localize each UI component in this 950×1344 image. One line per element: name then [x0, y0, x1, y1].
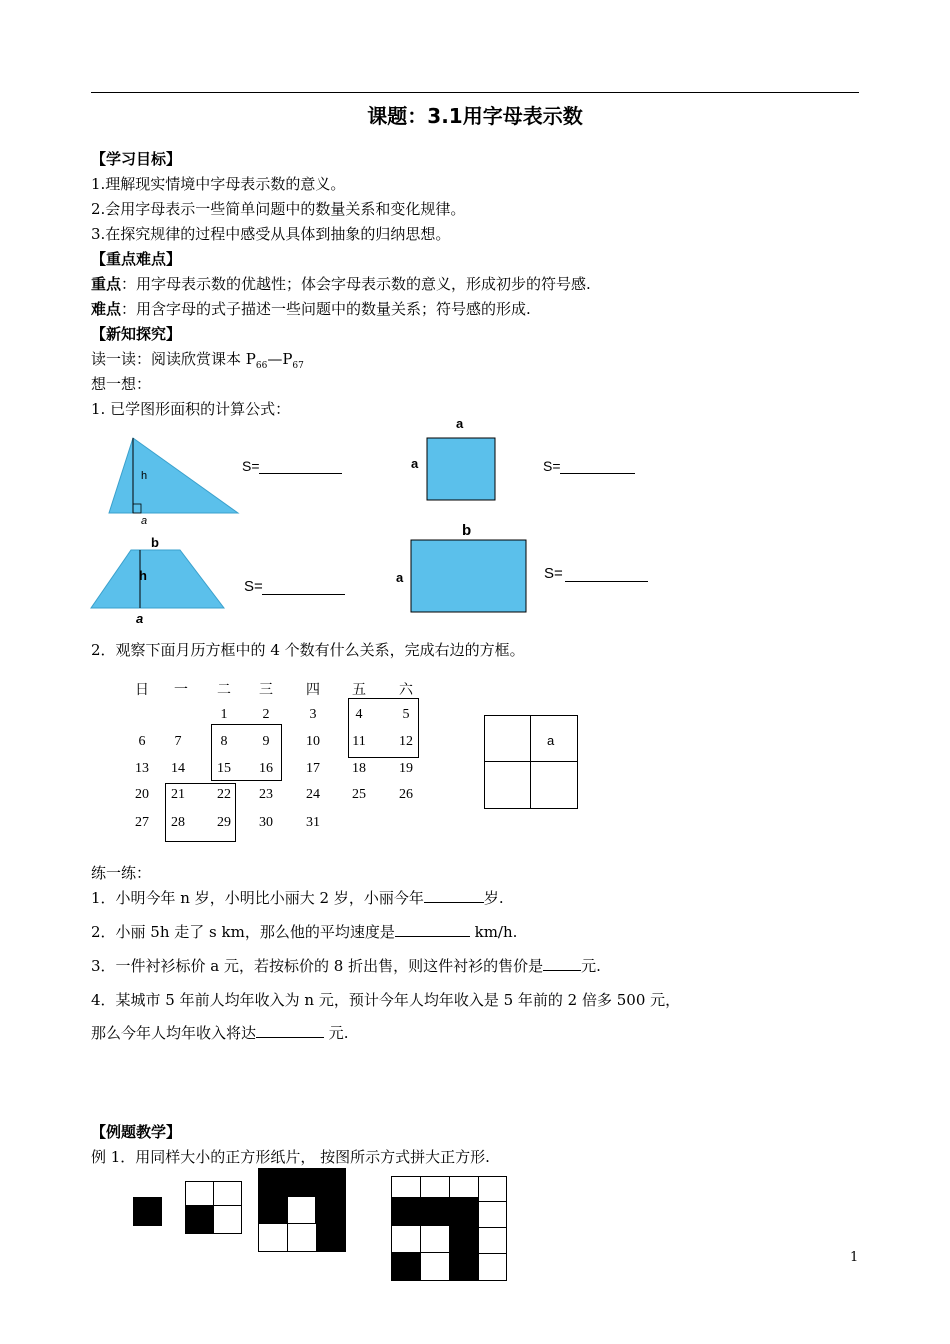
calendar-header: 五	[352, 683, 366, 698]
calendar-day: 23	[259, 787, 273, 802]
key-point	[91, 274, 591, 294]
s-label: S=	[544, 565, 563, 582]
black-square	[185, 1205, 214, 1234]
goal-item: 3.在探究规律的过程中感受从具体到抽象的归纳思想。	[91, 225, 451, 243]
calendar-day: 15	[217, 761, 231, 776]
white-square	[185, 1181, 214, 1206]
calendar-day: 3	[309, 707, 317, 722]
calendar-day: 10	[306, 734, 320, 749]
white-square	[391, 1176, 421, 1198]
calendar-day: 9	[262, 734, 270, 749]
white-square	[478, 1227, 507, 1254]
calendar-day: 6	[138, 734, 146, 749]
practice-text: 1．小明今年 n 岁，小明比小丽大 2 岁，小丽今年	[91, 889, 424, 907]
goal-item: 2.会用字母表示一些简单问题中的数量关系和变化规律。	[91, 200, 466, 218]
answer-blank[interactable]	[543, 956, 581, 971]
triangle-a-label: a	[141, 515, 148, 527]
calendar-day: 21	[171, 787, 185, 802]
think-line: 想一想：	[91, 375, 152, 393]
triangle-shape	[109, 438, 238, 513]
square-top-label: a	[456, 416, 464, 431]
calendar-day: 18	[352, 761, 366, 776]
s-label: S=	[543, 458, 561, 474]
key-text: ：用字母表示数的优越性；体会字母表示数的意义，形成初步的符号感.	[121, 275, 591, 293]
practice-item	[91, 1023, 349, 1043]
goals-heading: 【学习目标】	[91, 150, 182, 168]
rectangle-shape	[411, 540, 526, 612]
page-title: 课题：3.1用字母表示数	[367, 104, 583, 128]
trapezoid-shape	[91, 550, 224, 608]
white-square	[420, 1252, 450, 1281]
calendar-header: 二	[217, 683, 231, 698]
calendar-day: 31	[306, 815, 320, 830]
trapezoid-h-label: h	[139, 568, 147, 583]
calendar-day: 19	[399, 761, 413, 776]
practice-text: 3．一件衬衫标价 a 元，若按标价的 8 折出售，则这件衬衫的售价是	[91, 957, 544, 975]
black-square	[133, 1197, 162, 1226]
s-label: S=	[242, 458, 260, 474]
calendar-day: 28	[171, 815, 185, 830]
read-prefix: 读一读：阅读欣赏课本 P	[91, 350, 256, 368]
difficulty-point	[91, 299, 531, 319]
practice-text: km/h.	[469, 923, 518, 941]
calendar-day: 2	[262, 707, 270, 722]
page-sub: 66	[255, 361, 268, 371]
calendar-day: 26	[399, 787, 413, 802]
calendar-header: 四	[306, 683, 320, 698]
explore-heading: 【新知探究】	[91, 325, 182, 343]
calendar-day: 14	[171, 761, 185, 776]
white-square	[213, 1205, 242, 1234]
key-heading: 【重点难点】	[91, 250, 182, 268]
grid-divider	[484, 761, 577, 762]
example-1: 例 1．用同样大小的正方形纸片， 按图所示方式拼大正方形.	[91, 1148, 490, 1166]
area-figures	[85, 415, 685, 630]
answer-grid	[484, 715, 578, 809]
trapezoid-a-label: a	[136, 611, 144, 626]
difficulty-label: 难点	[91, 300, 122, 318]
calendar-day: 27	[135, 815, 149, 830]
calendar-highlight-box	[348, 698, 419, 758]
calendar-header: 一	[174, 683, 188, 698]
white-square	[287, 1196, 316, 1224]
calendar-day: 30	[259, 815, 273, 830]
white-square	[449, 1176, 479, 1198]
calendar-day: 4	[355, 707, 363, 722]
example-heading: 【例题教学】	[91, 1123, 182, 1141]
calendar-day: 22	[217, 787, 231, 802]
white-square	[287, 1223, 317, 1252]
calendar-day: 17	[306, 761, 320, 776]
calendar-day: 11	[352, 734, 366, 749]
practice-text: 2．小丽 5h 走了 s km，那么他的平均速度是	[91, 923, 395, 941]
white-square	[478, 1253, 507, 1281]
calendar-day: 1	[220, 707, 228, 722]
calendar-highlight-box	[211, 724, 282, 781]
calendar-day: 12	[399, 734, 413, 749]
practice-heading: 练一练：	[91, 864, 152, 882]
square-shape	[427, 438, 495, 500]
white-square	[258, 1223, 288, 1252]
read-line	[91, 349, 304, 376]
goal-item: 1.理解现实情境中字母表示数的意义。	[91, 175, 346, 193]
practice-item	[91, 922, 517, 942]
calendar-day: 24	[306, 787, 320, 802]
read-dash: —P	[267, 350, 293, 368]
white-square	[391, 1225, 421, 1253]
header-rule	[91, 92, 859, 93]
answer-blank[interactable]	[424, 888, 484, 903]
white-square	[478, 1201, 507, 1228]
white-square	[420, 1225, 450, 1253]
practice-text: 岁.	[483, 889, 504, 907]
s-label: S=	[244, 578, 263, 595]
answer-blank[interactable]	[565, 581, 648, 582]
calendar-day: 5	[402, 707, 410, 722]
practice-item	[91, 956, 601, 976]
practice-text: 元.	[581, 957, 601, 975]
calendar-day: 20	[135, 787, 149, 802]
white-square	[478, 1176, 507, 1202]
triangle-h-label: h	[141, 470, 148, 482]
answer-blank[interactable]	[395, 922, 470, 937]
practice-text: 那么今年人均年收入将达	[91, 1024, 257, 1042]
answer-blank[interactable]	[262, 594, 345, 595]
calendar-header: 六	[399, 683, 413, 698]
rectangle-a-label: a	[396, 570, 404, 585]
question-1: 1. 已学图形面积的计算公式：	[91, 400, 291, 418]
trapezoid-b-label: b	[151, 535, 159, 550]
practice-item	[91, 888, 504, 908]
key-label: 重点	[91, 275, 122, 293]
square-left-label: a	[411, 456, 419, 471]
answer-blank[interactable]	[259, 473, 342, 474]
calendar-header: 三	[259, 683, 273, 698]
page-number: 1	[850, 1250, 859, 1265]
page-sub: 67	[292, 361, 304, 371]
calendar-header: 日	[135, 683, 149, 698]
calendar-day: 8	[220, 734, 228, 749]
answer-blank[interactable]	[560, 473, 635, 474]
practice-text: 元.	[324, 1024, 349, 1042]
white-square	[213, 1181, 242, 1206]
answer-blank[interactable]	[256, 1023, 324, 1038]
practice-item: 4．某城市 5 年前人均年收入为 n 元，预计今年人均年收入是 5 年前的 2 倍多 500 元，	[91, 991, 681, 1009]
calendar-day: 25	[352, 787, 366, 802]
calendar-highlight-box	[165, 783, 236, 842]
question-2: 2．观察下面月历方框中的 4 个数有什么关系，完成右边的方框。	[91, 641, 525, 659]
calendar-day: 7	[174, 734, 182, 749]
rectangle-b-label: b	[462, 522, 472, 539]
grid-cell-a: a	[547, 733, 555, 748]
calendar-day: 16	[259, 761, 273, 776]
calendar-day: 13	[135, 761, 149, 776]
white-square	[420, 1176, 450, 1198]
calendar-day: 29	[217, 815, 231, 830]
difficulty-text: ：用含字母的式子描述一些问题中的数量关系；符号感的形成.	[121, 300, 531, 318]
